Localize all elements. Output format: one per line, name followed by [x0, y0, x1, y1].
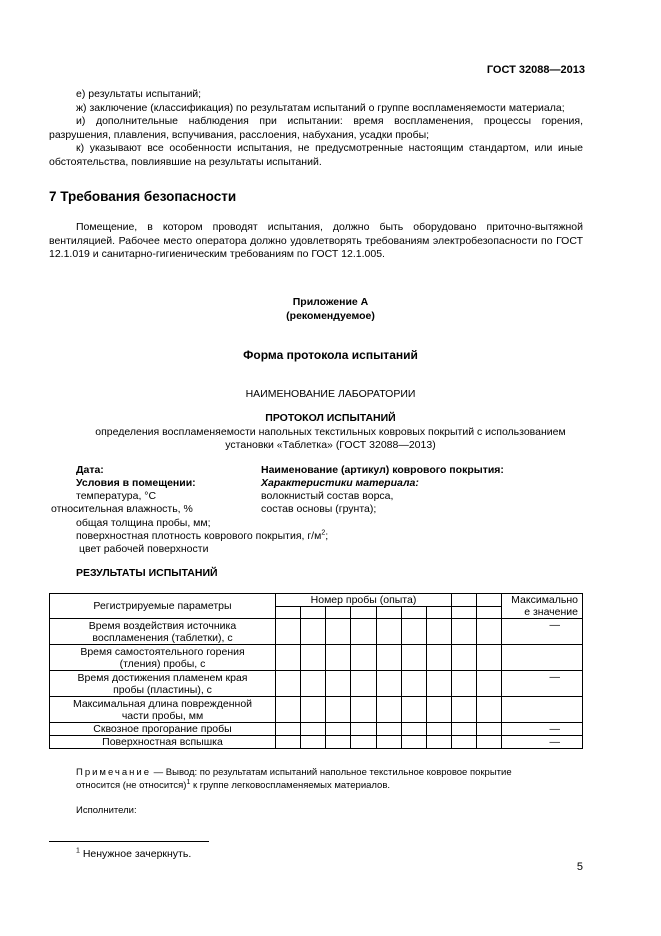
table-cell	[477, 645, 502, 671]
table-cell	[377, 723, 402, 736]
table-cell	[351, 671, 377, 697]
thickness-label: общая толщина пробы, мм;	[76, 517, 211, 529]
table-cell	[452, 645, 477, 671]
table-cell	[377, 697, 402, 723]
row-max-value: —	[502, 619, 583, 645]
table-cell	[402, 671, 427, 697]
table-cell	[402, 607, 427, 619]
row-param	[50, 697, 276, 723]
note-text-2b: к группе легковоспламеняемых материалов.	[190, 780, 391, 791]
table-cell	[276, 619, 301, 645]
section-7-text	[49, 221, 583, 262]
row-param	[50, 645, 276, 671]
table-cell	[351, 736, 377, 749]
surface-color-label: цвет рабочей поверхности	[79, 543, 209, 555]
table-cell	[477, 607, 502, 619]
row-param-line-2: воспламенения (таблетки), с	[92, 631, 233, 644]
table-row	[50, 619, 583, 645]
table-cell	[452, 736, 477, 749]
protocol-subtitle-2: установки «Таблетка» (ГОСТ 32088—2013)	[225, 439, 436, 451]
table-cell	[326, 607, 351, 619]
row-max-value	[502, 697, 583, 723]
density-label	[76, 530, 328, 543]
row-param: Сквозное прогорание пробы	[50, 723, 276, 736]
table-cell	[402, 697, 427, 723]
list-item-k: к) указывают все особенности испытания, не предусмотренные настоящим стандартом, или иные обстоятельства, повлиявшие на результаты испытаний.	[49, 142, 583, 168]
date-label: Дата:	[76, 464, 104, 476]
humidity-label: относительная влажность, %	[51, 503, 193, 515]
list-items	[49, 88, 583, 169]
table-cell	[477, 619, 502, 645]
density-end: ;	[325, 530, 329, 542]
table-cell	[452, 697, 477, 723]
table-row	[50, 723, 583, 736]
lab-name: НАИМЕНОВАНИЕ ЛАБОРАТОРИИ	[245, 388, 416, 400]
table-cell	[402, 619, 427, 645]
col-header-max-2: е значение	[524, 606, 578, 618]
col-header-max-1: Максимально	[511, 594, 578, 606]
note-footnote-ref: 1	[186, 778, 191, 786]
table-cell	[326, 671, 351, 697]
row-param-line-1: Время самостоятельного горения	[80, 645, 245, 658]
table-cell	[326, 723, 351, 736]
table-cell	[276, 723, 301, 736]
room-conditions-label: Условия в помещении:	[76, 477, 196, 489]
section-7-paragraph: Помещение, в котором проводят испытания, должно быть оборудовано приточно-вытяжной вентиляцией. Рабочее место оператора должно удовлетворять требованиям электробезопасности по ГОСТ 12.1.019 и санитарно-гигиеническим требованиям по ГОСТ 12.1.005.	[49, 221, 583, 260]
row-max-value	[502, 645, 583, 671]
table-cell	[477, 723, 502, 736]
table-cell	[377, 671, 402, 697]
note-text-1: — Вывод: по результатам испытаний напольное текстильное ковровое покрытие	[151, 767, 512, 778]
standard-header: ГОСТ 32088—2013	[486, 64, 585, 76]
table-cell	[351, 619, 377, 645]
appendix-status: (рекомендуемое)	[286, 310, 375, 322]
table-cell	[477, 594, 502, 607]
note-line-2	[76, 779, 390, 792]
table-cell	[351, 723, 377, 736]
table-row	[50, 697, 583, 723]
table-cell	[351, 697, 377, 723]
table-cell	[452, 671, 477, 697]
table-cell	[351, 645, 377, 671]
table-cell	[301, 619, 326, 645]
product-name-label: Наименование (артикул) коврового покрытия:	[261, 464, 504, 476]
table-cell	[377, 645, 402, 671]
table-cell	[276, 671, 301, 697]
material-label: Характеристики материала:	[261, 477, 419, 489]
row-param-line-2: пробы (пластины), с	[113, 683, 212, 696]
table-cell	[427, 619, 452, 645]
table-cell	[301, 697, 326, 723]
row-param-line-1: Максимальная длина поврежденной	[72, 697, 253, 710]
table-row	[50, 736, 583, 749]
pile-composition-label: волокнистый состав ворса,	[261, 490, 394, 502]
footnote-text: Ненужное зачеркнуть.	[79, 848, 192, 860]
table-cell	[301, 607, 326, 619]
row-max-value: —	[502, 723, 583, 736]
table-cell	[427, 736, 452, 749]
table-cell	[377, 607, 402, 619]
footnote-number: 1	[76, 847, 80, 855]
table-cell	[276, 645, 301, 671]
table-cell	[452, 607, 477, 619]
protocol-subtitle-1: определения воспламеняемости напольных текстильных ковровых покрытий с использованием	[95, 426, 566, 438]
table-cell	[276, 607, 301, 619]
appendix-title: Приложение А	[292, 296, 369, 308]
table-cell	[326, 645, 351, 671]
temperature-label: температура, °С	[76, 490, 157, 502]
table-cell	[477, 736, 502, 749]
footnote	[76, 848, 191, 860]
protocol-title: ПРОТОКОЛ ИСПЫТАНИЙ	[265, 412, 396, 424]
base-composition-label: состав основы (грунта);	[261, 503, 377, 515]
results-table	[49, 593, 583, 749]
list-item-e: е) результаты испытаний;	[76, 88, 202, 100]
section-7-heading: 7 Требования безопасности	[49, 189, 237, 204]
table-cell	[427, 645, 452, 671]
col-header-max	[502, 594, 583, 619]
row-param: Поверхностная вспышка	[50, 736, 276, 749]
results-heading: РЕЗУЛЬТАТЫ ИСПЫТАНИЙ	[76, 567, 218, 579]
table-cell	[427, 607, 452, 619]
table-cell	[276, 736, 301, 749]
table-cell	[477, 671, 502, 697]
table-row	[50, 645, 583, 671]
density-text: поверхностная плотность коврового покрытия, г/м	[76, 530, 322, 542]
row-param-line-1: Время воздействия источника	[88, 619, 237, 632]
performers-label: Исполнители:	[76, 805, 137, 816]
table-cell	[452, 594, 477, 607]
row-param	[50, 619, 276, 645]
note-text-2a: относится (не относится)	[76, 780, 187, 791]
row-param-line-1: Время достижения пламенем края	[77, 671, 248, 684]
table-cell	[377, 619, 402, 645]
note-line-1	[76, 766, 583, 779]
table-cell	[402, 723, 427, 736]
row-max-value: —	[502, 736, 583, 749]
footnote-divider	[49, 841, 209, 842]
table-cell	[402, 736, 427, 749]
table-cell	[326, 697, 351, 723]
form-title: Форма протокола испытаний	[243, 348, 418, 362]
row-param	[50, 671, 276, 697]
page-number: 5	[576, 861, 583, 873]
row-param-line-2: (тления) пробы, с	[119, 657, 206, 670]
table-row	[50, 671, 583, 697]
table-cell	[301, 736, 326, 749]
density-superscript: 2	[321, 529, 326, 537]
list-item-zh: ж) заключение (классификация) по результатам испытаний о группе воспламеняемости материала;	[76, 101, 565, 114]
col-header-params: Регистрируемые параметры	[50, 594, 276, 619]
list-item-i: и) дополнительные наблюдения при испытании: время воспламенения, процессы горения, разрушения, плавления, вспучивания, расслоения, набухания, усадки пробы;	[49, 115, 583, 141]
row-param-line-2: части пробы, мм	[121, 709, 204, 722]
table-cell	[326, 619, 351, 645]
table-cell	[301, 723, 326, 736]
table-cell	[452, 619, 477, 645]
table-cell	[427, 671, 452, 697]
table-cell	[276, 697, 301, 723]
note	[76, 766, 583, 779]
table-cell	[427, 697, 452, 723]
table-cell	[377, 736, 402, 749]
table-cell	[301, 645, 326, 671]
table-cell	[452, 723, 477, 736]
row-max-value: —	[502, 671, 583, 697]
table-cell	[477, 697, 502, 723]
note-label: Примечание	[76, 767, 151, 778]
table-cell	[427, 723, 452, 736]
col-header-sample: Номер пробы (опыта)	[276, 594, 452, 607]
table-cell	[301, 671, 326, 697]
table-cell	[351, 607, 377, 619]
table-cell	[402, 645, 427, 671]
table-cell	[326, 736, 351, 749]
